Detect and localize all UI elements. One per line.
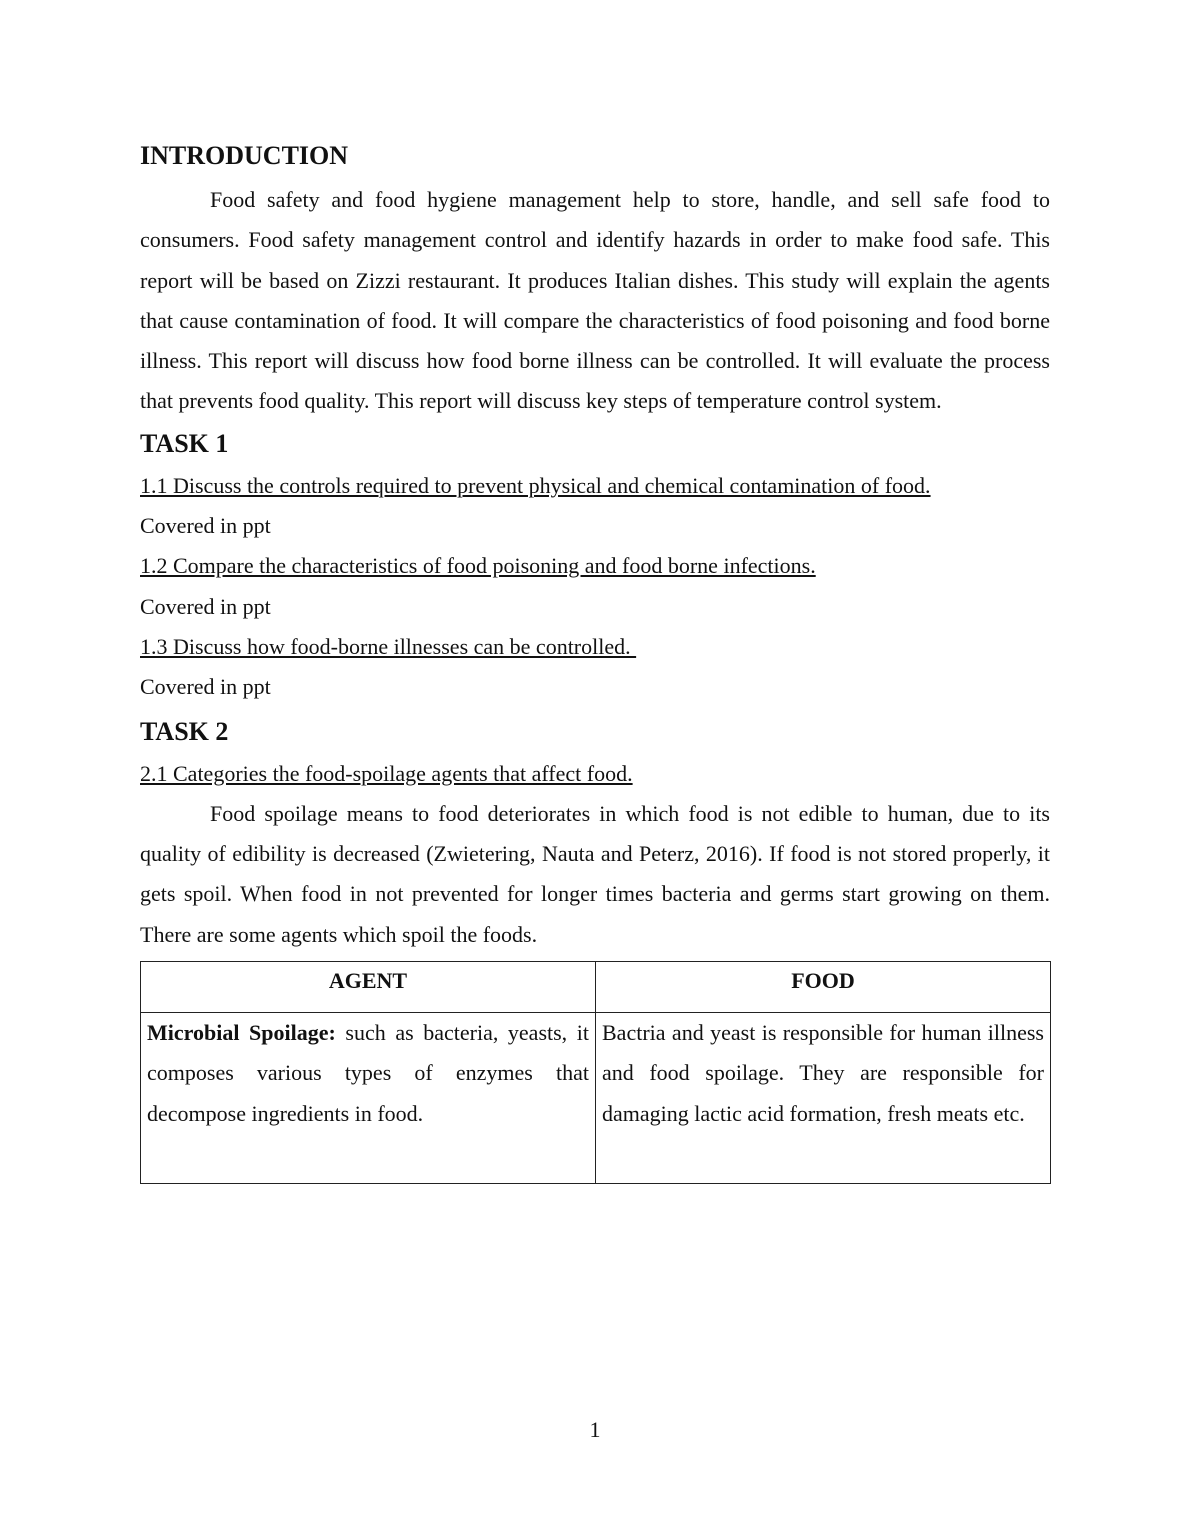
introduction-heading: INTRODUCTION bbox=[140, 141, 349, 170]
table-row bbox=[141, 1013, 1051, 1184]
task2-paragraph: Food spoilage means to food deteriorates in which food is not edible to human, due to its quality of edibility is decreased (Zwietering, Nauta and Peterz, 2016). If food is not stored properly, it gets spoil. When food in not prevented for longer times bacteria and germs start growing on them. There are some agents which spoil the foods. bbox=[140, 800, 1050, 947]
task2-heading: TASK 2 bbox=[140, 716, 229, 746]
table-cell-agent bbox=[141, 1013, 596, 1184]
document-body bbox=[140, 134, 1050, 1184]
agent-description: such as bacteria, yeasts, it composes various types of enzymes that decompose ingredients in food. bbox=[147, 1020, 589, 1126]
page-number: 1 bbox=[589, 1417, 601, 1442]
task1-item-2-body: Covered in ppt bbox=[140, 593, 271, 619]
task1-item-3-title: 1.3 Discuss how food-borne illnesses can be controlled. bbox=[140, 633, 637, 659]
task1-item-1-title: 1.1 Discuss the controls required to prevent physical and chemical contamination of food. bbox=[140, 472, 931, 498]
introduction-paragraph: Food safety and food hygiene management help to store, handle, and sell safe food to consumers. Food safety management control and identify hazards in order to make food safe. This report will be based on Zizzi restaurant. It produces Italian dishes. This study will explain the agents that cause contamination of food. It will compare the characteristics of food poisoning and food borne illness. This report will discuss how food borne illness can be controlled. It will evaluate the process that prevents food quality. This report will discuss key steps of temperature control system. bbox=[140, 187, 1050, 414]
task1-item-3-body: Covered in ppt bbox=[140, 674, 271, 700]
task1-heading: TASK 1 bbox=[140, 428, 229, 458]
task2-subheading: 2.1 Categories the food-spoilage agents that affect food. bbox=[140, 760, 633, 786]
task1-item-2-title: 1.2 Compare the characteristics of food poisoning and food borne infections. bbox=[140, 553, 816, 579]
table-cell-food: Bactria and yeast is responsible for human illness and food spoilage. They are responsible for damaging lactic acid formation, fresh meats etc. bbox=[596, 1013, 1051, 1184]
table-header-food: FOOD bbox=[596, 962, 1051, 1013]
spoilage-agents-table bbox=[140, 961, 1051, 1184]
table-header-agent: AGENT bbox=[141, 962, 596, 1013]
task1-item-1-body: Covered in ppt bbox=[140, 513, 271, 539]
table-header-row bbox=[141, 962, 1051, 1013]
agent-name: Microbial Spoilage: bbox=[147, 1020, 336, 1046]
